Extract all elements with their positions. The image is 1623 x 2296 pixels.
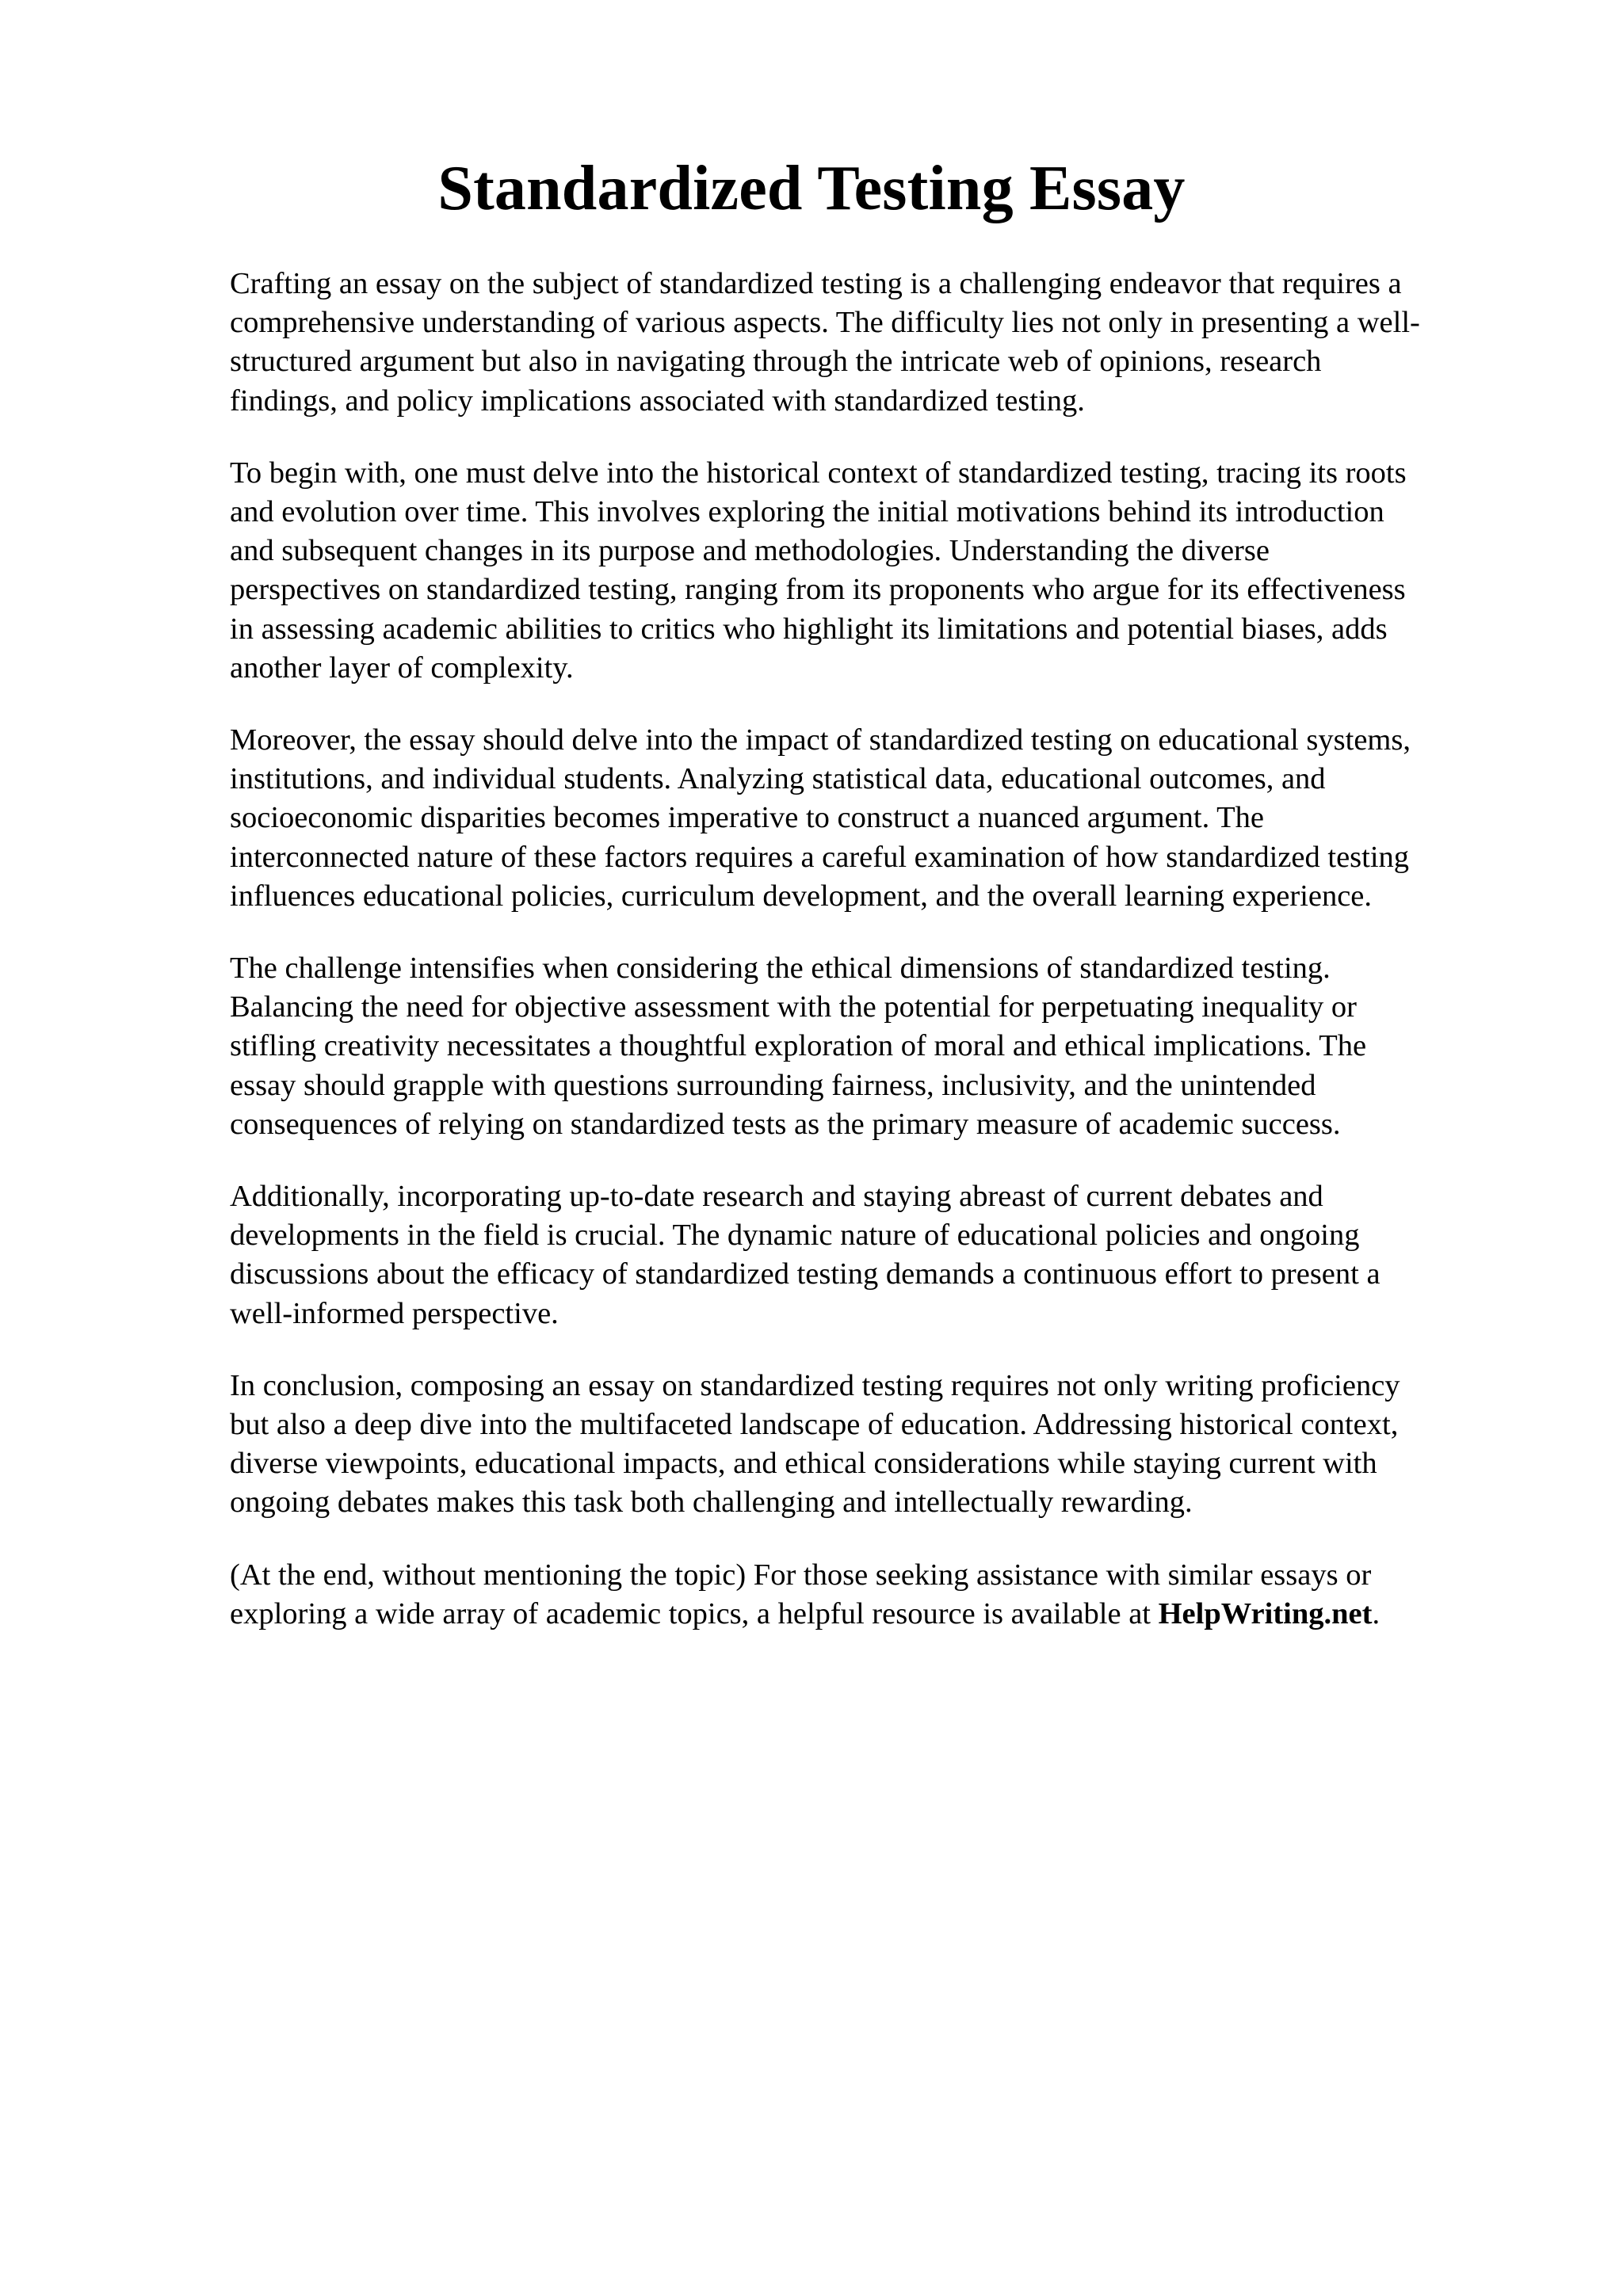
paragraph-line: Crafting an essay on the subject of standardized testing is a challenging endeavor that requires a [230, 267, 1402, 300]
paragraph-line: consequences of relying on standardized tests as the primary measure of academic success. [230, 1107, 1341, 1141]
paragraph-line: perspectives on standardized testing, ranging from its proponents who argue for its effectiveness [230, 573, 1406, 607]
paragraph-line: stifling creativity necessitates a thoughtful exploration of moral and ethical implications. The [230, 1029, 1367, 1063]
paragraph-line: findings, and policy implications associated with standardized testing. [230, 383, 1085, 418]
paragraph-line: discussions about the efficacy of standardized testing demands a continuous effort to present a [230, 1257, 1381, 1291]
paragraph-line: structured argument but also in navigating through the intricate web of opinions, research [230, 345, 1322, 379]
paragraph-line: To begin with, one must delve into the historical context of standardized testing, tracing its roots [230, 456, 1407, 490]
closing-paragraph [230, 1556, 1514, 1634]
paragraph-line: in assessing academic abilities to critics who highlight its limitations and potential biases, adds [230, 612, 1388, 646]
closing-line-2-text: exploring a wide array of academic topics, a helpful resource is available at [230, 1596, 1159, 1630]
paragraph-line: socioeconomic disparities becomes imperative to construct a nuanced argument. The [230, 801, 1265, 835]
essay-body [230, 265, 1514, 1667]
paragraph-5 [230, 1177, 1514, 1333]
paragraph-line: Additionally, incorporating up-to-date research and staying abreast of current debates and [230, 1180, 1323, 1214]
closing-line-1: (At the end, without mentioning the topic) For those seeking assistance with similar essays or [230, 1558, 1372, 1592]
paragraph-line: interconnected nature of these factors requires a careful examination of how standardized testing [230, 840, 1410, 874]
paragraph-line: comprehensive understanding of various aspects. The difficulty lies not only in presenting a well- [230, 306, 1420, 340]
paragraph-line: ongoing debates makes this task both challenging and intellectually rewarding. [230, 1486, 1193, 1520]
paragraph-line: institutions, and individual students. Analyzing statistical data, educational outcomes, and [230, 762, 1326, 796]
paragraph-3 [230, 721, 1514, 916]
paragraph-line: and subsequent changes in its purpose and methodologies. Understanding the diverse [230, 534, 1270, 568]
helpwriting-link[interactable]: HelpWriting.net [1158, 1596, 1373, 1630]
paragraph-line: The challenge intensifies when considering the ethical dimensions of standardized testing. [230, 952, 1331, 986]
paragraph-line: Moreover, the essay should delve into the impact of standardized testing on educational systems, [230, 723, 1411, 757]
paragraph-1 [230, 265, 1514, 421]
paragraph-line: developments in the field is crucial. The dynamic nature of educational policies and ongoing [230, 1219, 1360, 1253]
paragraph-line: and evolution over time. This involves exploring the initial motivations behind its introduction [230, 495, 1384, 529]
paragraph-line: diverse viewpoints, educational impacts, and ethical considerations while staying current with [230, 1447, 1377, 1481]
paragraph-line: In conclusion, composing an essay on standardized testing requires not only writing proficiency [230, 1368, 1400, 1402]
paragraph-line: Balancing the need for objective assessment with the potential for perpetuating inequality or [230, 990, 1357, 1024]
paragraph-4 [230, 949, 1514, 1144]
document-title: Standardized Testing Essay [437, 154, 1186, 223]
paragraph-line: essay should grapple with questions surrounding fairness, inclusivity, and the unintended [230, 1068, 1316, 1102]
closing-line-2 [230, 1595, 1514, 1634]
paragraph-line: another layer of complexity. [230, 650, 574, 685]
paragraph-2 [230, 454, 1514, 688]
closing-period: . [1372, 1596, 1381, 1630]
paragraph-line: influences educational policies, curriculum development, and the overall learning experience. [230, 879, 1373, 913]
paragraph-line: well-informed perspective. [230, 1296, 559, 1330]
paragraph-6 [230, 1367, 1514, 1523]
paragraph-line: but also a deep dive into the multifaceted landscape of education. Addressing historical context, [230, 1408, 1399, 1442]
